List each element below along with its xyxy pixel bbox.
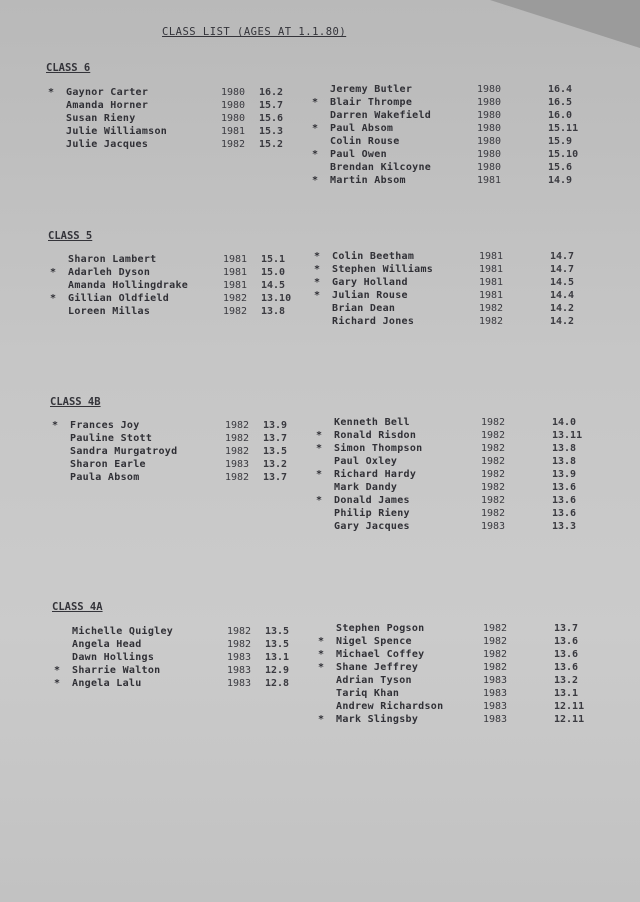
leaving-year: 1982 [483,649,508,660]
student-name: Paul Owen [330,149,387,160]
student-age: 14.2 [550,303,575,314]
student-age: 13.2 [263,459,288,470]
student-name: Amanda Hollingdrake [68,280,189,291]
student-age: 13.8 [552,443,577,454]
leaving-year: 1983 [227,665,252,676]
student-age: 14.5 [550,277,575,288]
asterisk-mark: * [314,264,321,275]
student-age: 14.7 [550,264,575,275]
student-age: 13.1 [554,688,579,699]
asterisk-mark: * [54,665,61,676]
leaving-year: 1982 [481,508,506,519]
student-age: 13.6 [552,495,577,506]
leaving-year: 1981 [223,254,248,265]
document-title: CLASS LIST (AGES AT 1.1.80) [162,26,347,38]
student-name: Julie Jacques [66,139,149,150]
student-age: 15.9 [548,136,573,147]
student-name: Paul Absom [330,123,394,134]
student-name: Blair Thrompe [330,97,413,108]
student-name: Philip Rieny [334,508,410,519]
student-name: Dawn Hollings [72,652,155,663]
asterisk-mark: * [54,678,61,689]
asterisk-mark: * [318,636,325,647]
leaving-year: 1982 [225,446,250,457]
student-name: Julian Rouse [332,290,408,301]
student-age: 16.0 [548,110,573,121]
asterisk-mark: * [316,443,323,454]
leaving-year: 1982 [481,469,506,480]
student-age: 12.11 [554,714,585,725]
asterisk-mark: * [312,97,319,108]
student-age: 13.5 [265,639,290,650]
student-name: Martin Absom [330,175,406,186]
student-name: Colin Rouse [330,136,400,147]
student-age: 13.9 [263,420,288,431]
asterisk-mark: * [316,430,323,441]
asterisk-mark: * [314,277,321,288]
leaving-year: 1981 [479,264,504,275]
student-age: 15.2 [259,139,284,150]
leaving-year: 1982 [227,626,252,637]
student-name: Julie Williamson [66,126,168,137]
student-age: 13.9 [552,469,577,480]
leaving-year: 1980 [221,113,246,124]
asterisk-mark: * [312,149,319,160]
student-age: 13.3 [552,521,577,532]
student-name: Sharon Lambert [68,254,157,265]
student-age: 15.0 [261,267,286,278]
student-age: 14.2 [550,316,575,327]
asterisk-mark: * [318,714,325,725]
leaving-year: 1981 [479,290,504,301]
leaving-year: 1983 [483,701,508,712]
asterisk-mark: * [314,251,321,262]
leaving-year: 1981 [479,251,504,262]
student-age: 13.6 [554,636,579,647]
student-name: Jeremy Butler [330,84,413,95]
student-age: 16.2 [259,87,284,98]
student-age: 14.9 [548,175,573,186]
student-name: Simon Thompson [334,443,423,454]
student-name: Gaynor Carter [66,87,149,98]
student-age: 13.7 [554,623,579,634]
student-name: Donald James [334,495,410,506]
asterisk-mark: * [50,293,57,304]
leaving-year: 1983 [227,652,252,663]
leaving-year: 1982 [479,303,504,314]
student-age: 13.8 [261,306,286,317]
asterisk-mark: * [52,420,59,431]
leaving-year: 1980 [477,149,502,160]
leaving-year: 1983 [483,688,508,699]
leaving-year: 1981 [223,280,248,291]
asterisk-mark: * [318,662,325,673]
student-name: Susan Rieny [66,113,136,124]
leaving-year: 1982 [221,139,246,150]
student-age: 15.10 [548,149,579,160]
student-name: Richard Jones [332,316,415,327]
student-age: 13.6 [552,508,577,519]
student-age: 15.1 [261,254,286,265]
asterisk-mark: * [50,267,57,278]
student-name: Michael Coffey [336,649,425,660]
leaving-year: 1982 [481,482,506,493]
student-name: Amanda Horner [66,100,149,111]
asterisk-mark: * [318,649,325,660]
student-name: Angela Lalu [72,678,142,689]
student-name: Pauline Stott [70,433,153,444]
leaving-year: 1980 [477,84,502,95]
student-name: Sharon Earle [70,459,146,470]
leaving-year: 1983 [481,521,506,532]
student-age: 12.8 [265,678,290,689]
student-name: Brian Dean [332,303,396,314]
student-age: 15.11 [548,123,579,134]
student-name: Sharrie Walton [72,665,161,676]
student-name: Adarleh Dyson [68,267,151,278]
leaving-year: 1982 [225,420,250,431]
student-name: Colin Beetham [332,251,415,262]
student-name: Paul Oxley [334,456,398,467]
leaving-year: 1983 [483,714,508,725]
asterisk-mark: * [316,495,323,506]
leaving-year: 1982 [223,293,248,304]
student-age: 13.1 [265,652,290,663]
leaving-year: 1980 [221,100,246,111]
leaving-year: 1982 [479,316,504,327]
leaving-year: 1982 [481,417,506,428]
leaving-year: 1982 [225,472,250,483]
student-name: Nigel Spence [336,636,412,647]
leaving-year: 1980 [477,97,502,108]
student-name: Tariq Khan [336,688,400,699]
leaving-year: 1981 [479,277,504,288]
leaving-year: 1982 [483,662,508,673]
leaving-year: 1980 [477,123,502,134]
student-name: Sandra Murgatroyd [70,446,178,457]
student-age: 14.5 [261,280,286,291]
leaving-year: 1983 [225,459,250,470]
student-name: Michelle Quigley [72,626,174,637]
student-age: 13.6 [552,482,577,493]
student-name: Brendan Kilcoyne [330,162,432,173]
student-name: Gary Jacques [334,521,410,532]
student-name: Mark Slingsby [336,714,419,725]
leaving-year: 1981 [223,267,248,278]
student-age: 13.8 [552,456,577,467]
student-age: 16.5 [548,97,573,108]
student-age: 15.6 [548,162,573,173]
student-age: 13.7 [263,433,288,444]
leaving-year: 1982 [483,623,508,634]
student-name: Mark Dandy [334,482,398,493]
leaving-year: 1982 [227,639,252,650]
asterisk-mark: * [314,290,321,301]
student-age: 14.7 [550,251,575,262]
student-age: 13.7 [263,472,288,483]
student-name: Andrew Richardson [336,701,444,712]
class-heading: CLASS 6 [46,62,91,74]
leaving-year: 1982 [481,495,506,506]
asterisk-mark: * [48,87,55,98]
leaving-year: 1980 [477,110,502,121]
asterisk-mark: * [316,469,323,480]
asterisk-mark: * [312,175,319,186]
student-name: Angela Head [72,639,142,650]
student-age: 13.6 [554,649,579,660]
student-name: Frances Joy [70,420,140,431]
leaving-year: 1980 [477,136,502,147]
student-age: 14.0 [552,417,577,428]
leaving-year: 1982 [225,433,250,444]
student-name: Paula Absom [70,472,140,483]
student-name: Richard Hardy [334,469,417,480]
class-heading: CLASS 4B [50,396,101,408]
folded-corner [490,0,640,48]
student-age: 15.3 [259,126,284,137]
student-name: Gillian Oldfield [68,293,170,304]
leaving-year: 1981 [221,126,246,137]
leaving-year: 1981 [477,175,502,186]
student-age: 13.6 [554,662,579,673]
student-age: 15.7 [259,100,284,111]
student-age: 13.2 [554,675,579,686]
class-heading: CLASS 4A [52,601,103,613]
student-name: Stephen Pogson [336,623,425,634]
student-age: 14.4 [550,290,575,301]
student-age: 13.5 [263,446,288,457]
leaving-year: 1982 [481,456,506,467]
class-heading: CLASS 5 [48,230,93,242]
student-age: 12.11 [554,701,585,712]
leaving-year: 1982 [481,443,506,454]
student-age: 15.6 [259,113,284,124]
student-name: Darren Wakefield [330,110,432,121]
student-name: Loreen Millas [68,306,151,317]
leaving-year: 1983 [227,678,252,689]
student-name: Kenneth Bell [334,417,410,428]
student-name: Adrian Tyson [336,675,412,686]
leaving-year: 1982 [223,306,248,317]
student-name: Ronald Risdon [334,430,417,441]
asterisk-mark: * [312,123,319,134]
student-name: Gary Holland [332,277,408,288]
student-age: 13.10 [261,293,292,304]
leaving-year: 1983 [483,675,508,686]
leaving-year: 1982 [481,430,506,441]
leaving-year: 1982 [483,636,508,647]
student-age: 16.4 [548,84,573,95]
student-name: Stephen Williams [332,264,434,275]
leaving-year: 1980 [477,162,502,173]
student-age: 13.5 [265,626,290,637]
student-age: 12.9 [265,665,290,676]
student-name: Shane Jeffrey [336,662,419,673]
student-age: 13.11 [552,430,583,441]
leaving-year: 1980 [221,87,246,98]
